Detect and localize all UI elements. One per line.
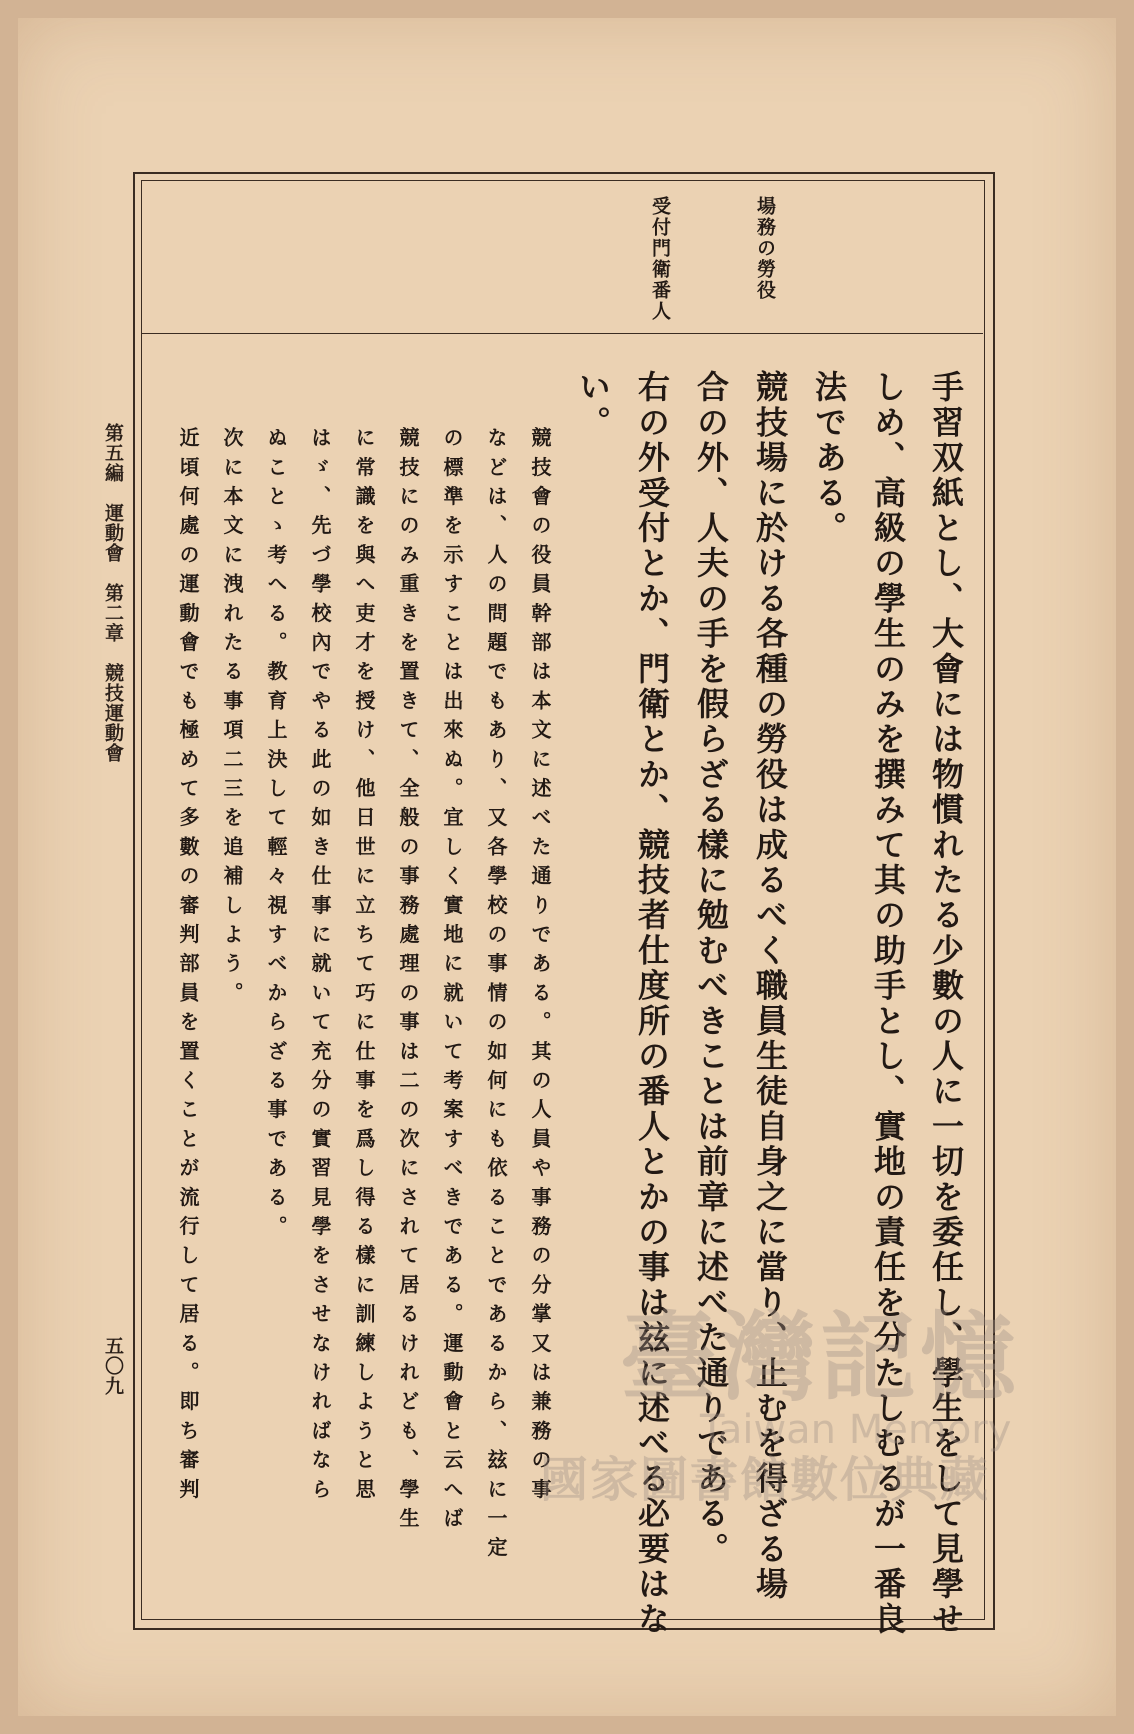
marginal-heading-labor: 場務の勞役 — [754, 196, 776, 301]
commentary-line: の標準を示すことは出來ぬ。宜しく實地に就いて考案すべきである。運動會と云へば — [440, 427, 464, 1537]
main-text-line: 競技場に於ける各種の勞役は成るべく職員生徒自身之に當り、止むを得ざる場 — [751, 370, 789, 1602]
commentary-line: などは、人の問題でもあり、又各學校の事情の如何にも依ることであるから、玆に一定 — [484, 427, 508, 1566]
main-text-line: 右の外受付とか、門衛とか、競技者仕度所の番人とかの事は玆に述べる必要はな — [633, 370, 671, 1638]
commentary-line: 競技にのみ重きを置きて、全般の事務處理の事は二の次にされて居るけれども、學生 — [396, 427, 420, 1537]
header-divider — [141, 333, 983, 334]
commentary-line: はゞ、先づ學校內でやる此の如き仕事に就いて充分の實習見學をさせなければなら — [308, 427, 332, 1508]
marginal-heading-reception: 受付門衛番人 — [649, 196, 671, 322]
watermark-logo: 臺灣記憶 — [620, 1302, 1020, 1414]
commentary-line: 近頃何處の運動會でも極めて多數の審判部員を置くことが流行して居る。即ち審判 — [176, 427, 200, 1508]
watermark-chinese: 國家圖書館數位典藏 — [540, 1452, 991, 1508]
watermark-english: Taiwan Memory — [700, 1407, 1012, 1453]
running-title: 第五編 運動會 第二章 競技運動會 — [102, 423, 124, 763]
main-text-line: しめ、高級の學生のみを撰みて其の助手とし、實地の責任を分たしむるが一番良 — [869, 370, 907, 1638]
main-text-line: い。 — [574, 370, 612, 441]
commentary-line: に常識を與へ吏才を授け、他日世に立ちて巧に仕事を爲し得る樣に訓練しようと思 — [352, 427, 376, 1508]
commentary-line: ぬことゝ考へる。教育上決して輕々視すべからざる事である。 — [264, 427, 288, 1245]
commentary-line: 競技會の役員幹部は本文に述べた通りである。其の人員や事務の分掌又は兼務の事 — [528, 427, 552, 1508]
main-text-line: 法である。 — [810, 370, 848, 546]
main-text-line: 手習双紙とし、大會には物慣れたる少數の人に一切を委任し、學生をして見學せ — [927, 370, 965, 1638]
commentary-line: 次に本文に洩れたる事項二三を追補しよう。 — [220, 427, 244, 1011]
main-text-line: 合の外、人夫の手を假らざる樣に勉むべきことは前章に述べた通りである。 — [692, 370, 730, 1567]
page-number: 五〇九 — [102, 1336, 124, 1396]
